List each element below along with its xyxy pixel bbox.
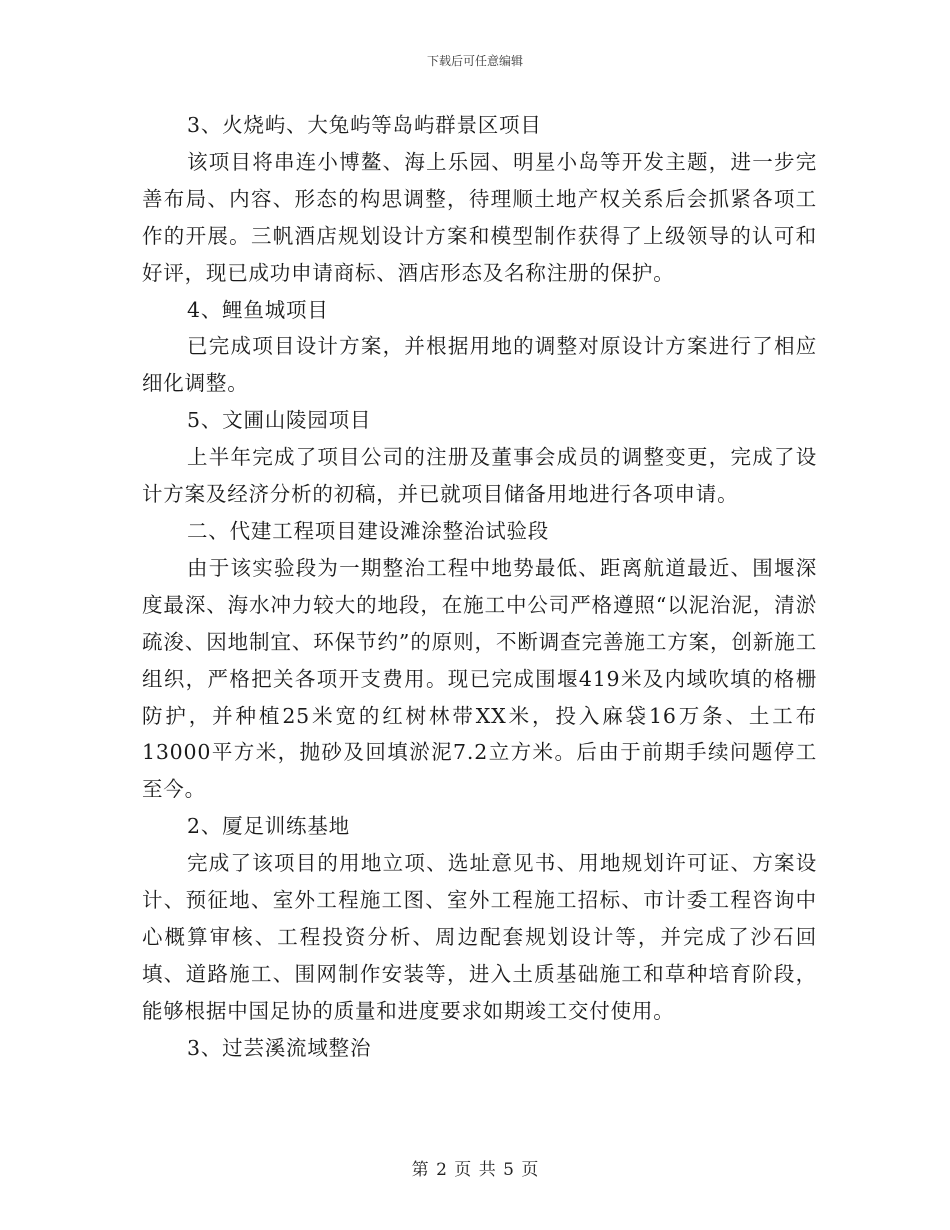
paragraph-section-2: 由于该实验段为一期整治工程中地势最低、距离航道最近、围堰深度最深、海水冲力较大的地段，在施工中公司严格遵照“以泥治泥，清淤疏浚、因地制宜、环保节约”的原则，不断调查完善施工方案，创新施工组织，严格把关各项开支费用。现已完成围堰419米及内域吹填的格栅防护，并种植25米宽的红树林带XX米，投入麻袋16万条、土工布13000平方米，抛砂及回填淤泥7.2立方米。后由于前期手续问题停工至今。	[142, 555, 817, 802]
document-body	[142, 107, 817, 1067]
heading-training-base: 2、厦足训练基地	[187, 814, 350, 839]
paragraph-project-3: 该项目将串连小博鳌、海上乐园、明星小岛等开发主题，进一步完善布局、内容、形态的构思调整，待理顺土地产权关系后会抓紧各项工作的开展。三帆酒店规划设计方案和模型制作获得了上级领导的认可和好评，现已成功申请商标、酒店形态及名称注册的保护。	[142, 149, 817, 285]
heading-section-2: 二、代建工程项目建设滩涂整治试验段	[187, 518, 550, 543]
paragraph-project-4: 已完成项目设计方案，并根据用地的调整对原设计方案进行了相应细化调整。	[142, 334, 817, 396]
paragraph-training-base: 完成了该项目的用地立项、选址意见书、用地规划许可证、方案设计、预征地、室外工程施工图、室外工程施工招标、市计委工程咨询中心概算审核、工程投资分析、周边配套规划设计等，并完成了沙石回填、道路施工、围网制作安装等，进入土质基础施工和草种培育阶段，能够根据中国足协的质量和进度要求如期竣工交付使用。	[142, 851, 817, 1023]
page-number: 第 2 页 共 5 页	[411, 1160, 539, 1180]
page-header: 下载后可任意编辑	[426, 54, 523, 68]
heading-project-5: 5、文圃山陵园项目	[187, 408, 372, 433]
heading-river-basin: 3、过芸溪流域整治	[187, 1035, 372, 1060]
heading-project-4: 4、鲤鱼城项目	[187, 297, 329, 322]
heading-project-3: 3、火烧屿、大兔屿等岛屿群景区项目	[187, 113, 542, 137]
paragraph-project-5: 上半年完成了项目公司的注册及董事会成员的调整变更，完成了设计方案及经济分析的初稿，并已就项目储备用地进行各项申请。	[142, 445, 817, 507]
